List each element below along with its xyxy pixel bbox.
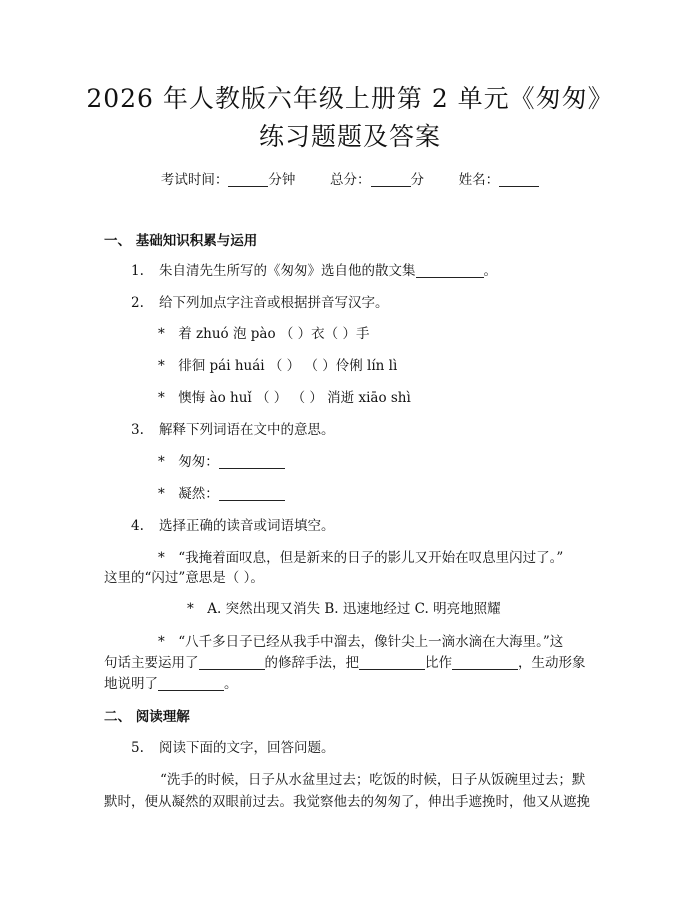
question-text: 阅读下面的文字，回答问题。 <box>159 740 335 756</box>
question-2 <box>131 293 389 313</box>
question-text-end: 。 <box>483 263 497 279</box>
term-label: * 凝然： <box>158 486 219 502</box>
question-4-sub-1-line-1: * “我掩着面叹息，但是新来的日子的影儿又开始在叹息里闪过了。” <box>158 550 564 566</box>
name-blank[interactable] <box>499 172 539 187</box>
text-segment: 比作 <box>425 655 452 671</box>
answer-blank[interactable] <box>219 486 285 501</box>
question-number: 3. <box>131 422 144 438</box>
score-label: 总分： <box>330 172 371 188</box>
time-unit: 分钟 <box>268 172 296 188</box>
question-4-sub-2-line-3 <box>104 674 238 694</box>
section-1-heading: 一、 基础知识积累与运用 <box>104 233 258 249</box>
passage-line-1: “洗手的时候，日子从水盆里过去；吃饭的时候，日子从饭碗里过去；默 <box>160 772 586 788</box>
text-segment: 。 <box>224 676 238 692</box>
text-segment: ，生动形象 <box>518 655 586 671</box>
question-4-options: * A. 突然出现又消失 B. 迅速地经过 C. 明亮地照耀 <box>187 601 501 617</box>
time-label: 考试时间： <box>160 172 229 188</box>
score-blank[interactable] <box>371 172 411 187</box>
question-number: 5. <box>131 740 144 756</box>
page-title-line-2: 练习题题及答案 <box>258 122 441 151</box>
question-4-sub-2-line-2 <box>104 653 586 673</box>
question-number: 2. <box>131 295 144 311</box>
answer-blank[interactable] <box>158 676 224 691</box>
question-2-item-1: * 着 zhuó 泡 pào （ ）衣（ ）手 <box>158 326 370 342</box>
text-segment: 地说明了 <box>104 676 158 692</box>
question-4 <box>131 516 335 536</box>
question-text: 朱自清先生所写的《匆匆》选自他的散文集 <box>159 263 416 279</box>
question-2-item-2: * 徘徊 pái huái （ ） （ ）伶俐 lín lì <box>158 358 398 374</box>
question-text: 给下列加点字注音或根据拼音写汉字。 <box>159 295 389 311</box>
answer-blank[interactable] <box>199 655 265 670</box>
question-2-item-3: * 懊悔 ào huǐ （ ） （ ） 消逝 xiāo shì <box>158 390 411 406</box>
answer-blank[interactable] <box>416 263 484 278</box>
name-label: 姓名： <box>458 172 500 188</box>
question-3-item-2 <box>158 484 285 504</box>
question-1 <box>131 261 497 281</box>
answer-blank[interactable] <box>359 655 425 670</box>
answer-blank[interactable] <box>219 454 285 469</box>
question-3 <box>131 420 335 440</box>
passage-line-2: 默时，便从凝然的双眼前过去。我觉察他去的匆匆了，伸出手遮挽时，他又从遮挽 <box>104 794 590 810</box>
question-text: 选择正确的读音或词语填空。 <box>159 518 335 534</box>
term-label: * 匆匆： <box>158 454 219 470</box>
time-blank[interactable] <box>228 172 268 187</box>
page-title-line-1: 2026 年人教版六年级上册第 2 单元《匆匆》 <box>86 84 614 113</box>
question-number: 1. <box>131 263 144 279</box>
text-segment: 的修辞手法，把 <box>264 655 359 671</box>
question-4-sub-1-line-2: 这里的“闪过”意思是（ ）。 <box>104 570 264 586</box>
question-text: 解释下列词语在文中的意思。 <box>159 422 335 438</box>
question-3-item-1 <box>158 452 285 472</box>
section-2-heading: 二、 阅读理解 <box>104 709 190 725</box>
score-unit: 分 <box>410 172 424 188</box>
exam-meta <box>0 168 700 188</box>
text-segment: 句话主要运用了 <box>104 655 199 671</box>
answer-blank[interactable] <box>452 655 518 670</box>
question-5 <box>131 738 335 758</box>
question-4-sub-2-line-1: * “八千多日子已经从我手中溜去，像针尖上一滴水滴在大海里。”这 <box>158 634 564 650</box>
question-number: 4. <box>131 518 144 534</box>
